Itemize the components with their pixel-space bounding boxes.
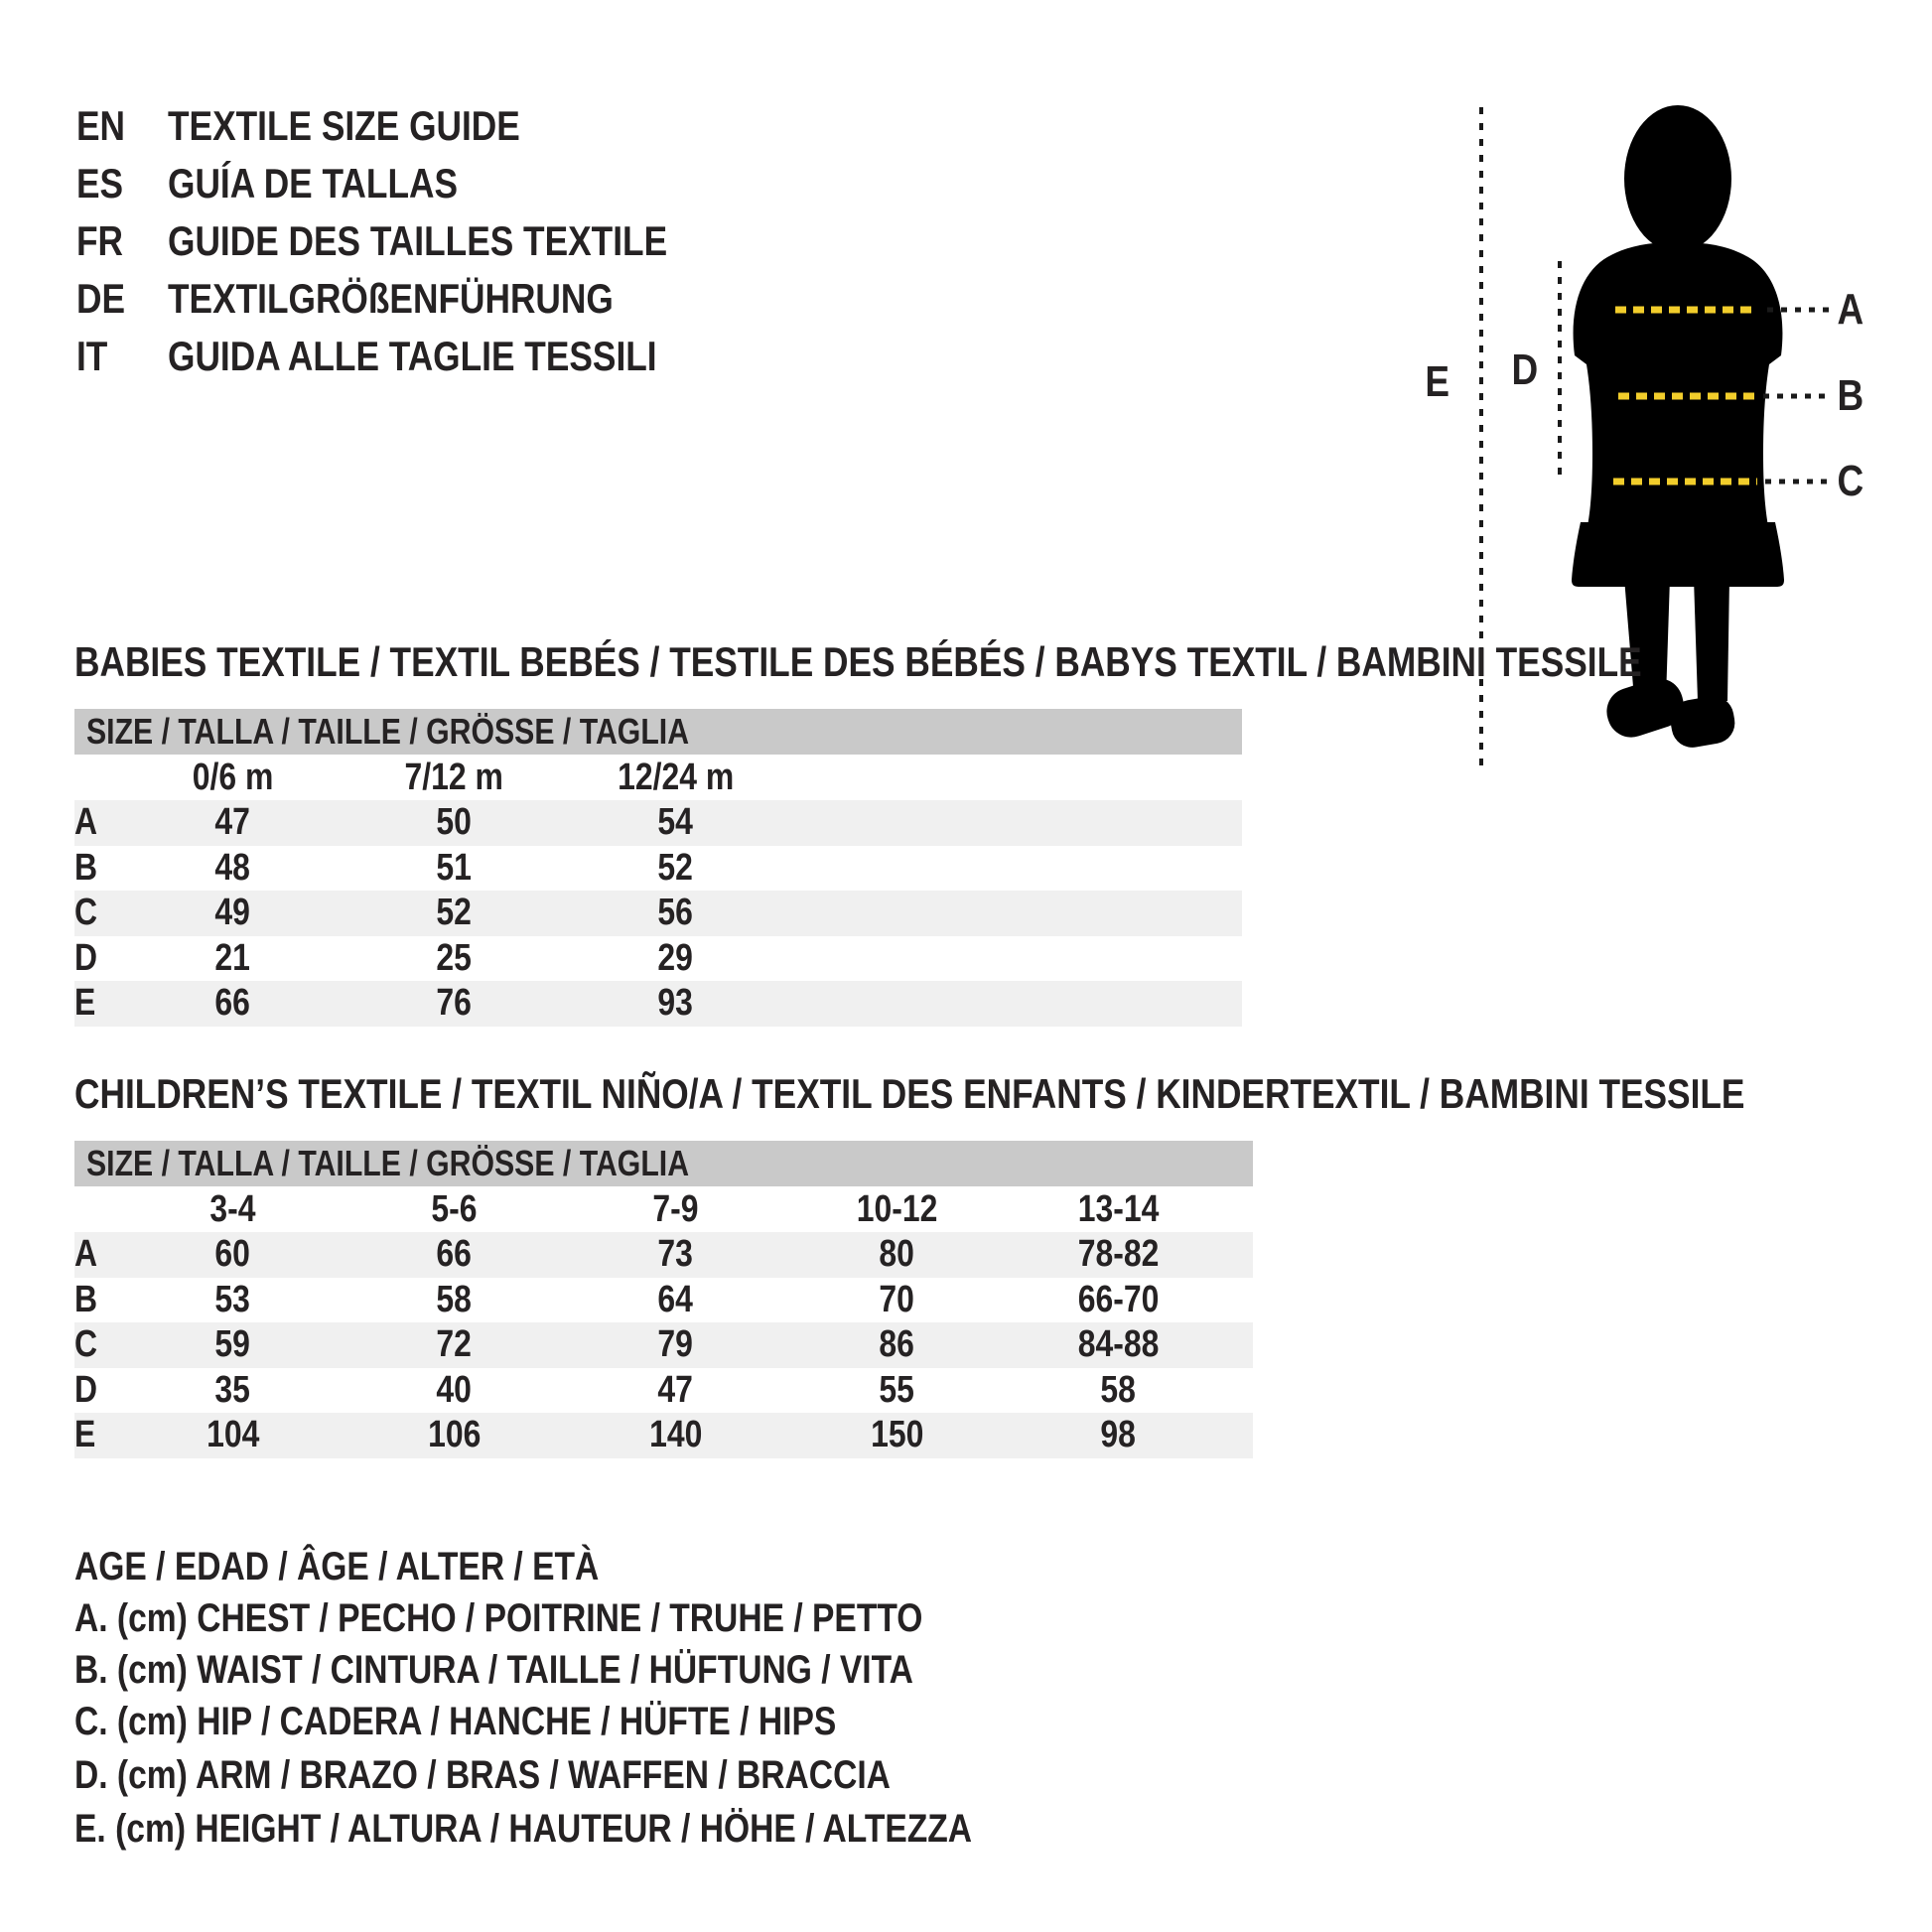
- measure-label-b: B: [1837, 371, 1864, 420]
- size-value-cell: 52: [436, 892, 473, 934]
- language-label: GUIDE DES TAILLES TEXTILE: [168, 217, 668, 264]
- size-value-cell: 58: [1100, 1368, 1137, 1411]
- legend-line-hip: C. (cm) HIP / CADERA / HANCHE / HÜFTE / HIPS: [74, 1700, 837, 1743]
- language-code: EN: [76, 102, 126, 149]
- size-value-cell: 29: [657, 936, 694, 979]
- size-value-cell: 78-82: [1077, 1233, 1160, 1276]
- measure-label-e: E: [1425, 357, 1450, 406]
- column-label: 13-14: [1077, 1187, 1160, 1230]
- size-value-cell: 25: [436, 936, 473, 979]
- babies-size-header-bar: SIZE / TALLA / TAILLE / GRÖSSE / TAGLIA: [74, 709, 1242, 755]
- size-value-cell: 47: [657, 1368, 694, 1411]
- row-letter: A: [74, 801, 98, 844]
- size-value-cell: 49: [214, 892, 251, 934]
- row-letter: D: [74, 936, 98, 979]
- size-value-cell: 51: [436, 846, 473, 889]
- column-label: 7-9: [652, 1187, 699, 1230]
- row-letter: C: [74, 892, 98, 934]
- size-value-cell: 76: [436, 982, 473, 1025]
- language-row-de: [76, 273, 698, 325]
- column-label: 5-6: [431, 1187, 478, 1230]
- size-value-cell: 140: [648, 1414, 703, 1456]
- babies-section-heading: BABIES TEXTILE / TEXTIL BEBÉS / TESTILE DES BÉBÉS / BABYS TEXTIL / BAMBINI TESSILE: [74, 638, 1642, 685]
- children-column-header-row: [74, 1186, 1253, 1232]
- table-row-a: [74, 800, 1242, 846]
- table-row-a: [74, 1232, 1253, 1278]
- column-label: 3-4: [209, 1187, 256, 1230]
- size-value-cell: 40: [436, 1368, 473, 1411]
- row-letter: E: [74, 982, 96, 1025]
- size-value-cell: 150: [870, 1414, 924, 1456]
- children-size-header-bar: SIZE / TALLA / TAILLE / GRÖSSE / TAGLIA: [74, 1141, 1253, 1186]
- size-value-cell: 79: [657, 1323, 694, 1366]
- table-row-e: [74, 1413, 1253, 1458]
- language-row-es: [76, 158, 513, 209]
- column-label: 10-12: [856, 1187, 938, 1230]
- measure-label-d: D: [1511, 345, 1539, 394]
- size-value-cell: 66-70: [1077, 1278, 1160, 1320]
- size-value-cell: 50: [436, 801, 473, 844]
- size-value-cell: 54: [657, 801, 694, 844]
- size-value-cell: 64: [657, 1278, 694, 1320]
- size-value-cell: 106: [427, 1414, 482, 1456]
- language-label: TEXTILE SIZE GUIDE: [168, 102, 520, 149]
- table-row-b: [74, 846, 1242, 892]
- row-letter: E: [74, 1414, 96, 1456]
- size-value-cell: 86: [879, 1323, 915, 1366]
- column-label: 7/12 m: [404, 756, 504, 798]
- language-label: TEXTILGRÖßENFÜHRUNG: [168, 275, 614, 322]
- size-value-cell: 98: [1100, 1414, 1137, 1456]
- size-value-cell: 47: [214, 801, 251, 844]
- language-label: GUÍA DE TALLAS: [168, 160, 459, 207]
- size-value-cell: 104: [206, 1414, 260, 1456]
- table-row-d: [74, 936, 1242, 982]
- legend-line-chest: A. (cm) CHEST / PECHO / POITRINE / TRUHE / PETTO: [74, 1596, 923, 1640]
- table-row-e: [74, 981, 1242, 1027]
- size-value-cell: 93: [657, 982, 694, 1025]
- babies-column-header-row: [74, 755, 1242, 800]
- measure-label-a: A: [1837, 285, 1864, 334]
- legend-line-arm: D. (cm) ARM / BRAZO / BRAS / WAFFEN / BRACCIA: [74, 1753, 891, 1797]
- table-row-b: [74, 1278, 1253, 1323]
- legend-line-waist: B. (cm) WAIST / CINTURA / TAILLE / HÜFTUNG / VITA: [74, 1648, 913, 1692]
- size-value-cell: 53: [214, 1278, 251, 1320]
- language-code: DE: [76, 275, 126, 322]
- row-letter: B: [74, 1278, 98, 1320]
- measure-label-c: C: [1837, 457, 1864, 505]
- size-value-cell: 66: [214, 982, 251, 1025]
- column-label: 0/6 m: [192, 756, 274, 798]
- size-value-cell: 84-88: [1077, 1323, 1160, 1366]
- row-letter: D: [74, 1368, 98, 1411]
- size-value-cell: 52: [657, 846, 694, 889]
- size-value-cell: 70: [879, 1278, 915, 1320]
- size-value-cell: 58: [436, 1278, 473, 1320]
- language-label: GUIDA ALLE TAGLIE TESSILI: [168, 333, 657, 379]
- row-letter: A: [74, 1233, 98, 1276]
- size-value-cell: 73: [657, 1233, 694, 1276]
- table-row-c: [74, 1322, 1253, 1368]
- language-code: IT: [76, 333, 108, 379]
- size-value-cell: 60: [214, 1233, 251, 1276]
- language-row-fr: [76, 215, 762, 267]
- column-label: 12/24 m: [617, 756, 735, 798]
- legend-line-height: E. (cm) HEIGHT / ALTURA / HAUTEUR / HÖHE / ALTEZZA: [74, 1807, 973, 1851]
- size-value-cell: 72: [436, 1323, 473, 1366]
- language-code: FR: [76, 217, 124, 264]
- size-value-cell: 21: [214, 936, 251, 979]
- row-letter: B: [74, 846, 98, 889]
- size-value-cell: 35: [214, 1368, 251, 1411]
- size-value-cell: 56: [657, 892, 694, 934]
- language-code: ES: [76, 160, 124, 207]
- legend-line-age: AGE / EDAD / ÂGE / ALTER / ETÀ: [74, 1545, 600, 1588]
- table-row-c: [74, 891, 1242, 936]
- table-row-d: [74, 1368, 1253, 1414]
- size-value-cell: 66: [436, 1233, 473, 1276]
- size-value-cell: 59: [214, 1323, 251, 1366]
- size-value-cell: 48: [214, 846, 251, 889]
- children-section-heading: CHILDREN’S TEXTILE / TEXTIL NIÑO/A / TEXTIL DES ENFANTS / KINDERTEXTIL / BAMBINI TESSILE: [74, 1070, 1745, 1117]
- row-letter: C: [74, 1323, 98, 1366]
- language-row-en: [76, 100, 587, 152]
- size-value-cell: 55: [879, 1368, 915, 1411]
- size-value-cell: 80: [879, 1233, 915, 1276]
- language-row-it: [76, 331, 750, 382]
